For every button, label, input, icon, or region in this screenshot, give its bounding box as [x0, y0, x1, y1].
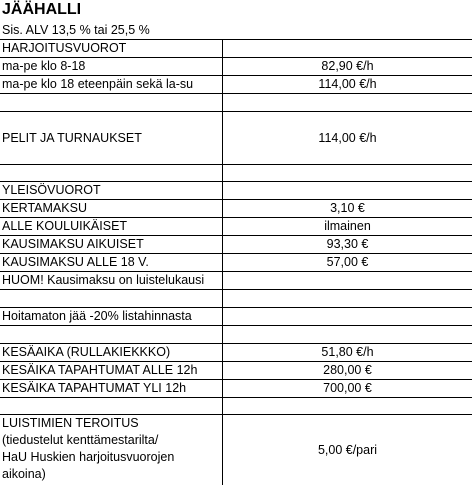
row-label: ma-pe klo 18 eteenpäin sekä la-su [0, 76, 223, 94]
empty-cell [223, 182, 472, 200]
spacer-row [0, 398, 472, 415]
vat-note: Sis. ALV 13,5 % tai 25,5 % [0, 22, 223, 40]
sharpening-row [0, 415, 472, 485]
table-row [0, 218, 472, 236]
empty-cell [223, 326, 472, 344]
row-price: 57,00 € [223, 254, 472, 272]
sharpening-line: HaU Huskien harjoitusvuorojen [2, 450, 175, 464]
row-price: 82,90 €/h [223, 58, 472, 76]
empty-cell [0, 94, 223, 112]
unmaintained-note: Hoitamaton jää -20% listahinnasta [0, 308, 223, 326]
table-row [0, 76, 472, 94]
training-header-row [0, 40, 472, 58]
row-price: 280,00 € [223, 362, 472, 380]
row-price: 700,00 € [223, 380, 472, 398]
row-label: KAUSIMAKSU ALLE 18 V. [0, 254, 223, 272]
empty-cell [223, 165, 472, 182]
row-price: 93,30 € [223, 236, 472, 254]
season-note: HUOM! Kausimaksu on luistelukausi [0, 272, 223, 290]
season-note-row [0, 272, 472, 290]
row-label: ma-pe klo 8-18 [0, 58, 223, 76]
row-price: 51,80 €/h [223, 344, 472, 362]
empty-cell [223, 40, 472, 58]
vat-row [0, 22, 472, 40]
table-row [0, 380, 472, 398]
sharpening-line: (tiedustelut kenttämestarilta/ [2, 433, 159, 447]
sharpening-label [0, 415, 223, 485]
empty-cell [223, 272, 472, 290]
row-label: KERTAMAKSU [0, 200, 223, 218]
empty-cell [0, 290, 223, 308]
unmaintained-row [0, 308, 472, 326]
empty-cell [0, 165, 223, 182]
table-row [0, 254, 472, 272]
row-label: KAUSIMAKSU AIKUISET [0, 236, 223, 254]
public-header-row [0, 182, 472, 200]
sharpening-price: 5,00 €/pari [317, 442, 378, 457]
empty-cell [223, 22, 472, 40]
table-row [0, 362, 472, 380]
row-label: ALLE KOULUIKÄISET [0, 218, 223, 236]
table-row [0, 236, 472, 254]
table-row [0, 58, 472, 76]
row-label: KESÄAIKA (RULLAKIEKKKO) [0, 344, 223, 362]
spacer-row [0, 326, 472, 344]
spacer-row [0, 290, 472, 308]
sheet-title: JÄÄHALLI [2, 1, 82, 18]
sharpening-line: LUISTIMIEN TEROITUS [2, 416, 139, 430]
empty-cell [223, 94, 472, 112]
games-label: PELIT JA TURNAUKSET [0, 112, 223, 165]
empty-cell [223, 308, 472, 326]
empty-cell [0, 326, 223, 344]
empty-cell [223, 0, 472, 22]
public-header: YLEISÖVUOROT [0, 182, 223, 200]
table-row [0, 200, 472, 218]
games-row [0, 112, 472, 165]
row-label: KESÄIKA TAPAHTUMAT ALLE 12h [0, 362, 223, 380]
empty-cell [0, 398, 223, 415]
training-header: HARJOITUSVUOROT [0, 40, 223, 58]
table-row [0, 344, 472, 362]
empty-cell [223, 398, 472, 415]
row-label: KESÄIKA TAPAHTUMAT YLI 12h [0, 380, 223, 398]
title-row [0, 0, 472, 22]
spacer-row [0, 94, 472, 112]
row-price: 3,10 € [223, 200, 472, 218]
empty-cell [223, 290, 472, 308]
spacer-row [0, 165, 472, 182]
games-price: 114,00 €/h [223, 112, 472, 165]
row-price: 114,00 €/h [223, 76, 472, 94]
row-price: ilmainen [223, 218, 472, 236]
sharpening-line: aikoina) [2, 467, 46, 481]
